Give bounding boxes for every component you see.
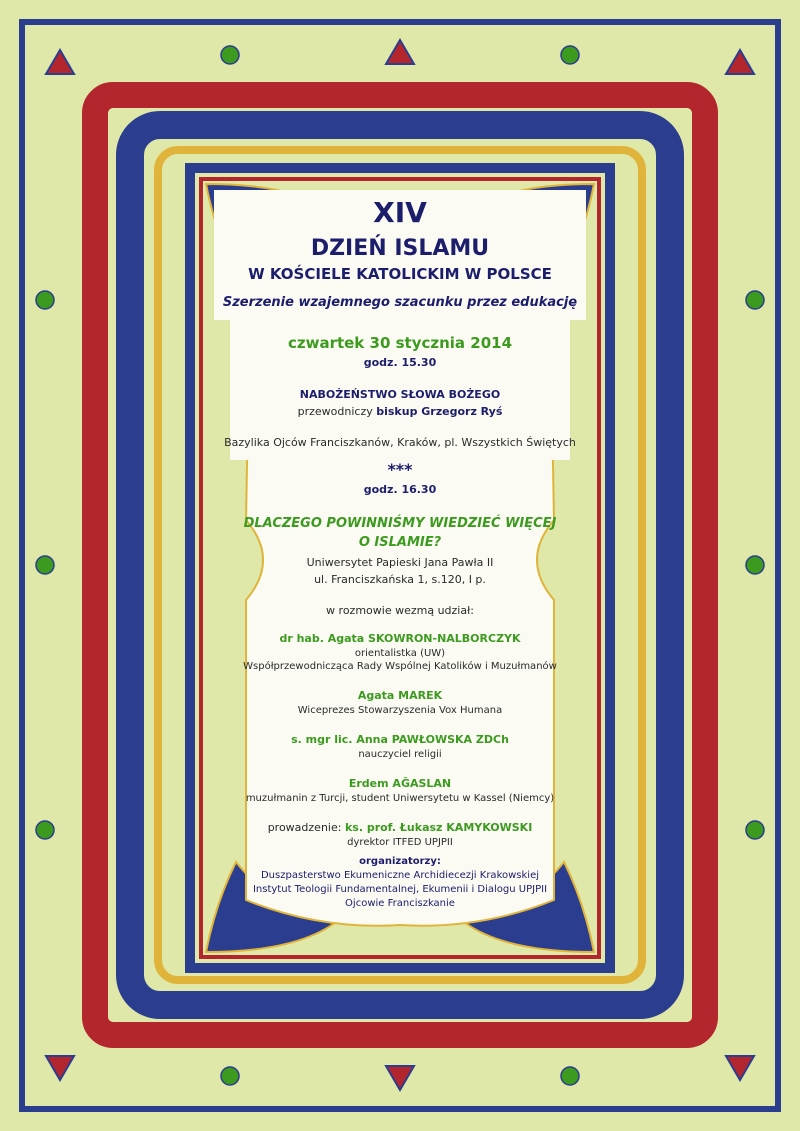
lecture-title-line2: O ISLAMIE? <box>358 535 442 550</box>
event-date: czwartek 30 stycznia 2014 <box>287 334 513 352</box>
presider-name: biskup Grzegorz Ryś <box>376 405 503 418</box>
moderator-role: dyrektor ITFED UPJPII <box>347 837 453 848</box>
event-title: DZIEŃ ISLAMU <box>310 236 490 261</box>
speaker-name: s. mgr lic. Anna PAWŁOWSKA ZDCh <box>291 733 509 746</box>
service-title: NABOŻEŃSTWO SŁOWA BOŻEGO <box>299 388 501 401</box>
moderator-line <box>0 821 800 834</box>
lecture-title-line1: DLACZEGO POWINNIŚMY WIEDZIEĆ WIĘCEJ <box>243 516 557 531</box>
presider-line <box>0 405 800 418</box>
organizer-item: Duszpasterstwo Ekumeniczne Archidiecezji Krakowskiej <box>260 870 540 881</box>
organizer-item: Instytut Teologii Fundamentalnej, Ekumenii i Dialogu UPJPII <box>252 884 548 895</box>
speaker-role: Współprzewodnicząca Rady Wspólnej Katolików i Muzułmanów <box>243 661 557 672</box>
panel-intro: w rozmowie wezmą udział: <box>326 604 474 617</box>
speaker-role: nauczyciel religii <box>358 749 442 760</box>
second-venue-line1: Uniwersytet Papieski Jana Pawła II <box>306 556 494 569</box>
second-venue-line2: ul. Franciszkańska 1, s.120, I p. <box>314 573 486 586</box>
event-motto: Szerzenie wzajemnego szacunku przez edukację <box>222 295 578 310</box>
first-venue: Bazylika Ojców Franciszkanów, Kraków, pl. Wszystkich Świętych <box>224 436 576 449</box>
event-subtitle: W KOŚCIELE KATOLICKIM W POLSCE <box>248 265 552 283</box>
moderator-prefix: prowadzenie: <box>267 821 342 834</box>
speaker-role: orientalistka (UW) <box>354 648 446 659</box>
first-session-time: godz. 15.30 <box>363 356 437 369</box>
speaker-name: Erdem AĞASLAN <box>348 777 452 790</box>
organizers-label: organizatorzy: <box>359 856 441 867</box>
organizer-item: Ojcowie Franciszkanie <box>345 898 455 909</box>
speaker-role: Wiceprezes Stowarzyszenia Vox Humana <box>297 705 503 716</box>
moderator-name: ks. prof. Łukasz KAMYKOWSKI <box>344 821 533 834</box>
presider-prefix: przewodniczy <box>297 405 373 418</box>
edition-number: XIV <box>373 196 427 229</box>
second-session-time: godz. 16.30 <box>363 483 437 496</box>
speaker-role: muzułmanin z Turcji, student Uniwersytetu w Kassel (Niemcy) <box>245 793 555 804</box>
speaker-name: dr hab. Agata SKOWRON-NALBORCZYK <box>279 632 521 645</box>
speaker-name: Agata MAREK <box>357 689 443 702</box>
separator-stars: *** <box>387 460 413 479</box>
